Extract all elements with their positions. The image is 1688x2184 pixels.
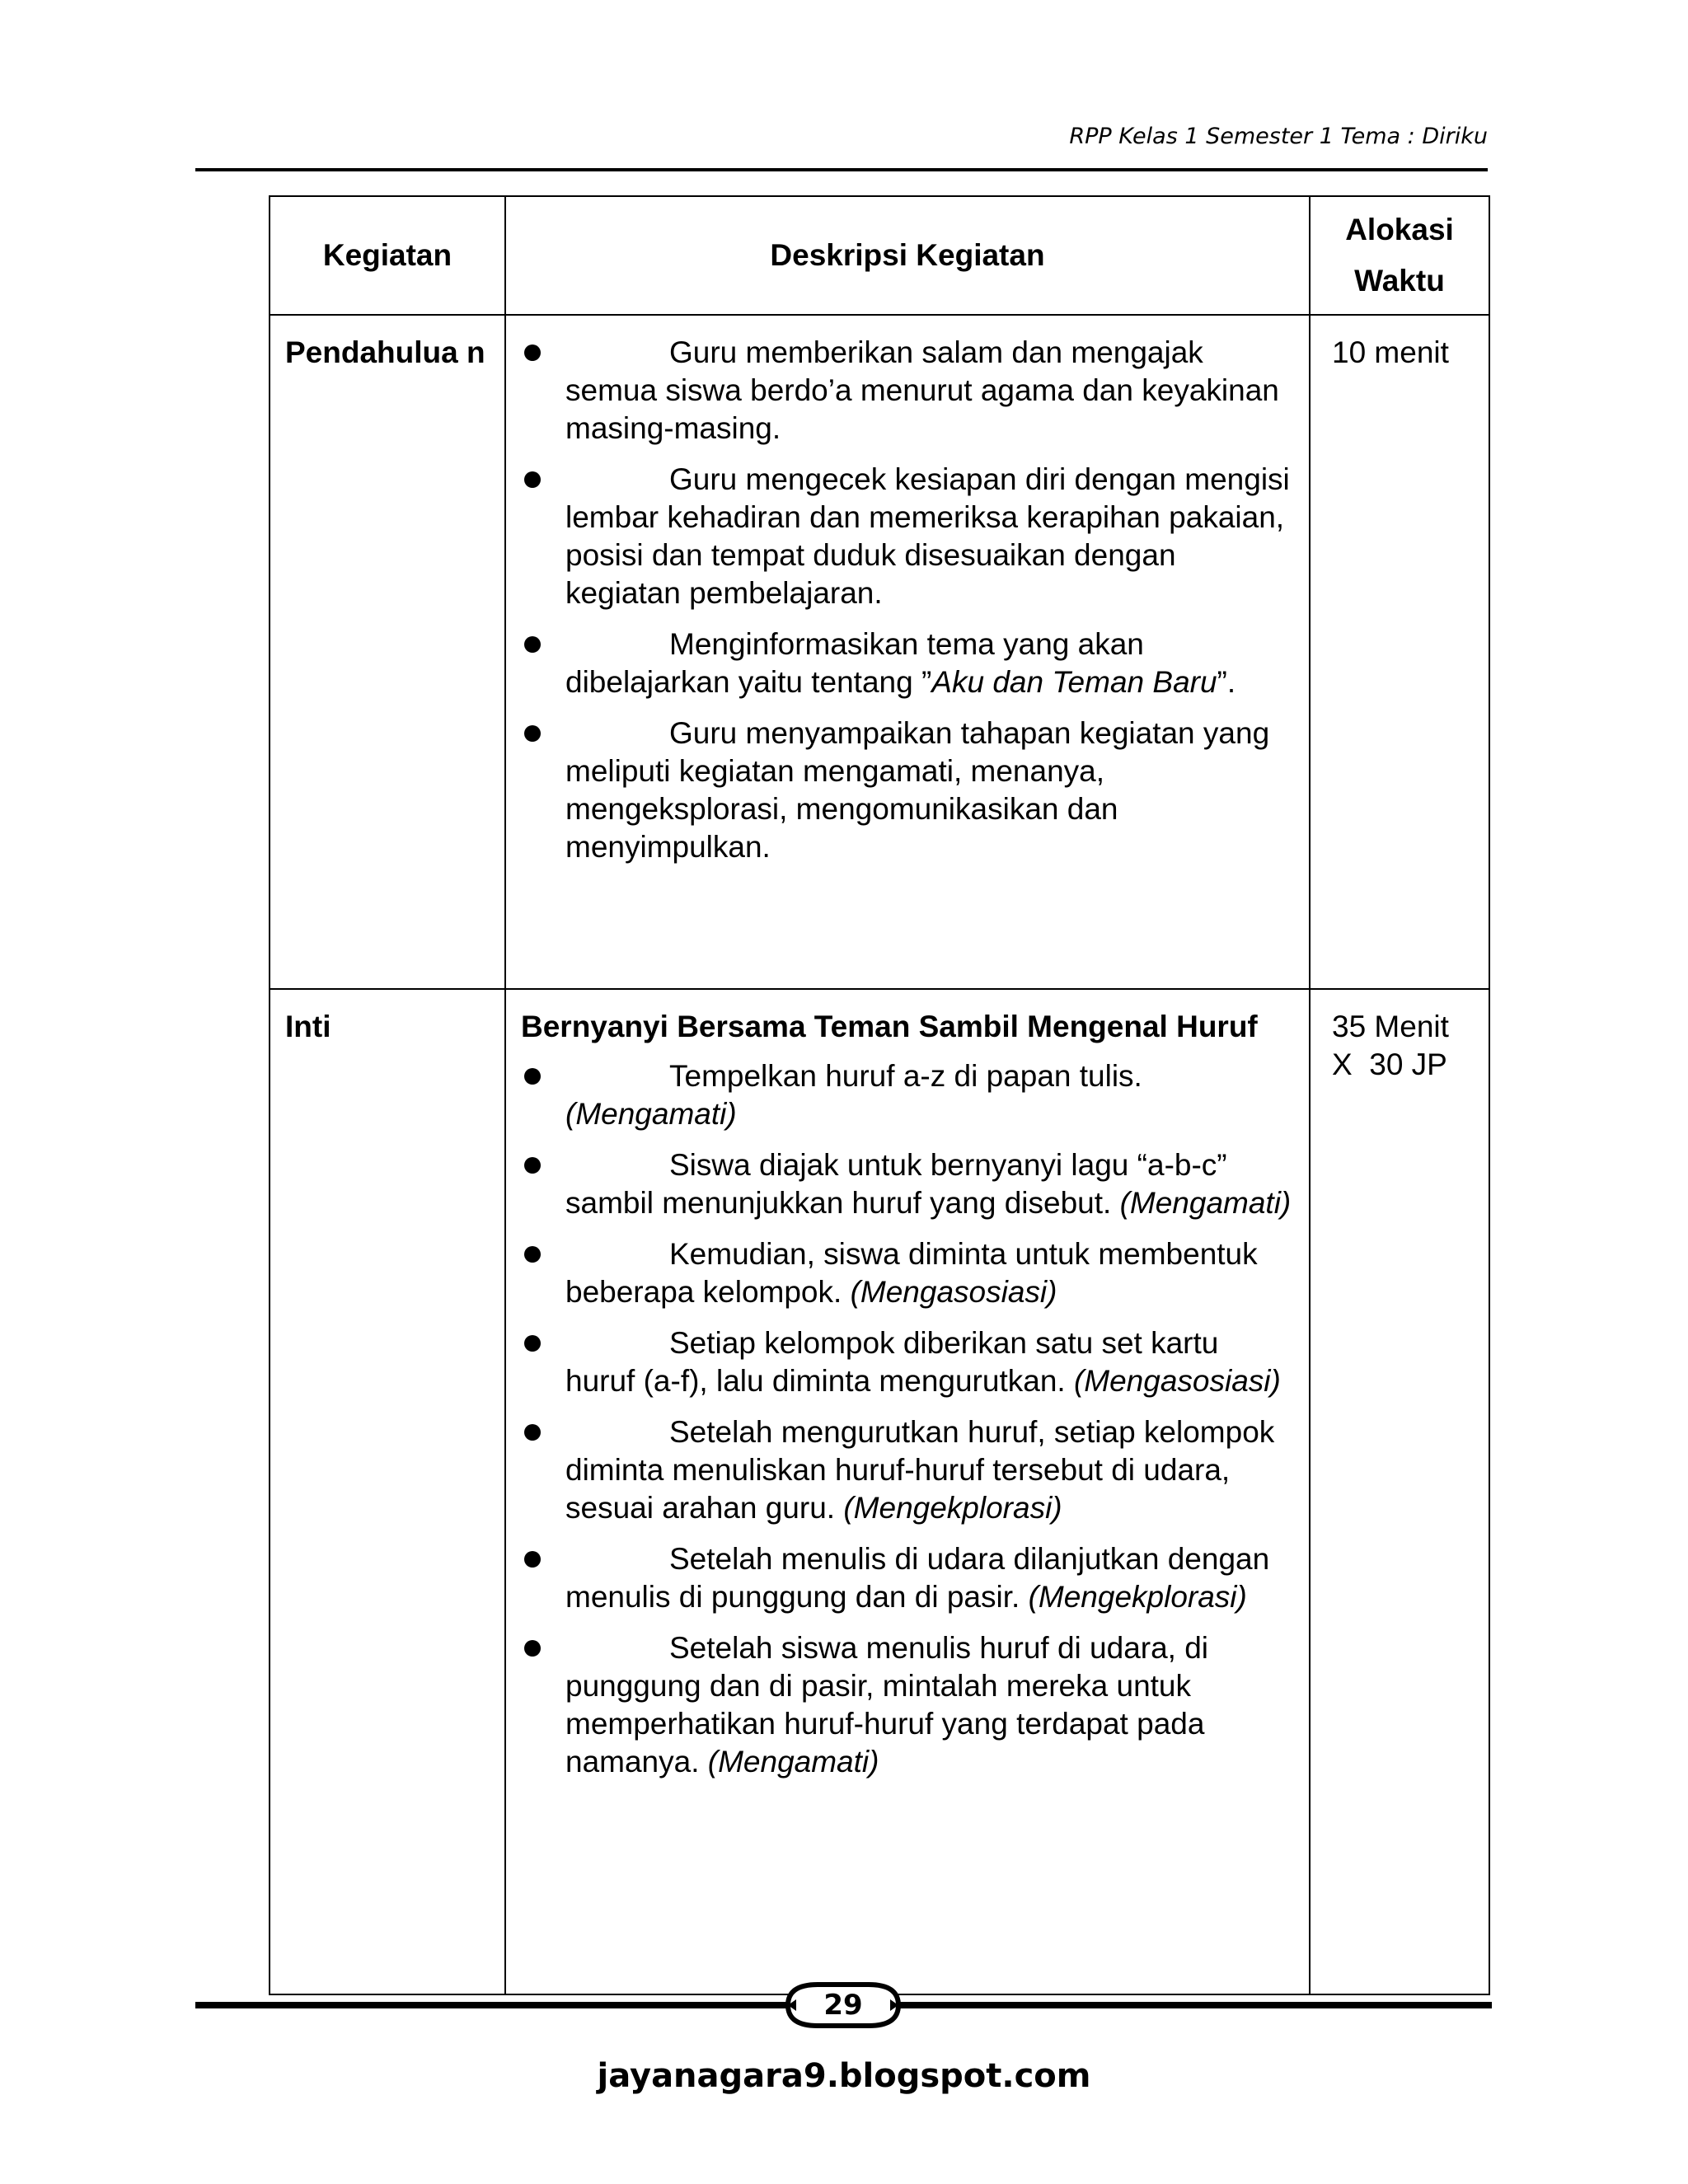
header-title: RPP Kelas 1 Semester 1 Tema : Diriku	[1069, 124, 1488, 149]
waktu-cell	[1310, 989, 1489, 1994]
item-italic: (Mengekplorasi)	[843, 1491, 1062, 1525]
item-text-part: ”.	[1217, 665, 1236, 699]
item-text: Guru menyampaikan tahapan kegiatan yang meliputi kegiatan mengamati, menanya, mengeksplorasi, mengomunikasikan dan menyimpulkan.	[565, 716, 1270, 864]
bullet-list	[521, 334, 1294, 866]
website-link[interactable]: jayanagara9.blogspot.com	[597, 2057, 1091, 2095]
item-italic: (Mengamati)	[565, 1097, 737, 1131]
header-alokasi-line2: Waktu	[1354, 264, 1445, 298]
page-number: 29	[823, 1989, 863, 2022]
item-text: Guru memberikan salam dan mengajak semua siswa berdo’a menurut agama dan keyakinan masing-masing.	[565, 335, 1279, 445]
table-header-row	[270, 196, 1489, 315]
header-deskripsi: Deskripsi Kegiatan	[505, 196, 1310, 315]
list-item	[521, 461, 1294, 612]
bullet-icon	[524, 344, 541, 361]
item-italic: (Mengamati)	[707, 1745, 879, 1779]
item-text	[565, 626, 1294, 701]
header-alokasi	[1310, 196, 1489, 315]
list-item	[521, 1146, 1294, 1222]
list-item	[521, 1324, 1294, 1400]
item-text	[565, 1235, 1294, 1311]
item-text	[565, 1540, 1294, 1616]
table-row	[270, 989, 1489, 1994]
description-cell	[505, 315, 1310, 989]
item-text	[565, 1629, 1294, 1781]
waktu-cell: 10 menit	[1310, 315, 1489, 989]
item-text	[565, 1057, 1294, 1133]
item-text-part: Setelah mengurutkan huruf, setiap kelompok diminta menuliskan huruf-huruf tersebut di udara, sesuai arahan guru.	[565, 1415, 1275, 1525]
header-divider	[195, 168, 1488, 171]
bullet-icon	[524, 1068, 541, 1085]
item-text-part: Kemudian, siswa diminta untuk membentuk beberapa kelompok.	[565, 1237, 1258, 1309]
kegiatan-cell: Inti	[270, 989, 505, 1994]
bullet-list	[521, 1057, 1294, 1781]
item-italic: (Mengasosiasi)	[1073, 1364, 1281, 1398]
list-item	[521, 715, 1294, 866]
bullet-icon	[524, 725, 541, 742]
list-item	[521, 1413, 1294, 1527]
table-row	[270, 315, 1489, 989]
lesson-plan-table	[269, 195, 1490, 1995]
item-text: Guru mengecek kesiapan diri dengan mengisi lembar kehadiran dan memeriksa kerapihan pakaian, posisi dan tempat duduk disesuaikan dengan kegiatan pembelajaran.	[565, 462, 1290, 610]
header-alokasi-line1: Alokasi	[1345, 213, 1454, 246]
activity-subtitle: Bernyanyi Bersama Teman Sambil Mengenal Huruf	[521, 1010, 1258, 1043]
item-italic: Aku dan Teman Baru	[931, 665, 1217, 699]
item-text	[565, 1413, 1294, 1527]
bullet-icon	[524, 1335, 541, 1352]
bullet-icon	[524, 1640, 541, 1657]
footer-line-left	[195, 2002, 790, 2008]
item-text	[565, 1324, 1294, 1400]
bullet-icon	[524, 1157, 541, 1174]
bullet-icon	[524, 1424, 541, 1441]
footer-line-right	[897, 2002, 1492, 2008]
item-text-part: Menginformasikan tema yang akan dibelajarkan yaitu tentang ”	[565, 627, 1144, 699]
item-italic: (Mengasosiasi)	[850, 1275, 1057, 1309]
bullet-icon	[524, 471, 541, 488]
description-cell	[505, 989, 1310, 1994]
bullet-icon	[524, 1246, 541, 1263]
kegiatan-cell: Pendahulua n	[270, 315, 505, 989]
item-text	[565, 1146, 1294, 1222]
list-item	[521, 334, 1294, 448]
bullet-icon	[524, 636, 541, 653]
list-item	[521, 626, 1294, 701]
list-item	[521, 1057, 1294, 1133]
bullet-icon	[524, 1551, 541, 1568]
item-text-part: Setelah menulis di udara dilanjutkan dengan menulis di punggung dan di pasir.	[565, 1542, 1270, 1614]
waktu-line2: X 30 JP	[1332, 1047, 1447, 1081]
list-item	[521, 1629, 1294, 1781]
item-text-part: Setelah siswa menulis huruf di udara, di punggung dan di pasir, mintalah mereka untuk memperhatikan huruf-huruf yang terdapat pada namanya.	[565, 1631, 1209, 1779]
item-text-part: Siswa diajak untuk bernyanyi lagu “a-b-c” sambil menunjukkan huruf yang disebut.	[565, 1148, 1227, 1220]
waktu-line1: 35 Menit	[1332, 1010, 1449, 1043]
list-item	[521, 1540, 1294, 1616]
header-kegiatan: Kegiatan	[270, 196, 505, 315]
item-italic: (Mengekplorasi)	[1028, 1580, 1247, 1614]
item-text-part: Setiap kelompok diberikan satu set kartu huruf (a-f), lalu diminta mengurutkan.	[565, 1326, 1219, 1398]
list-item	[521, 1235, 1294, 1311]
item-italic: (Mengamati)	[1119, 1186, 1292, 1220]
item-text-part: Tempelkan huruf a-z di papan tulis.	[669, 1059, 1142, 1093]
